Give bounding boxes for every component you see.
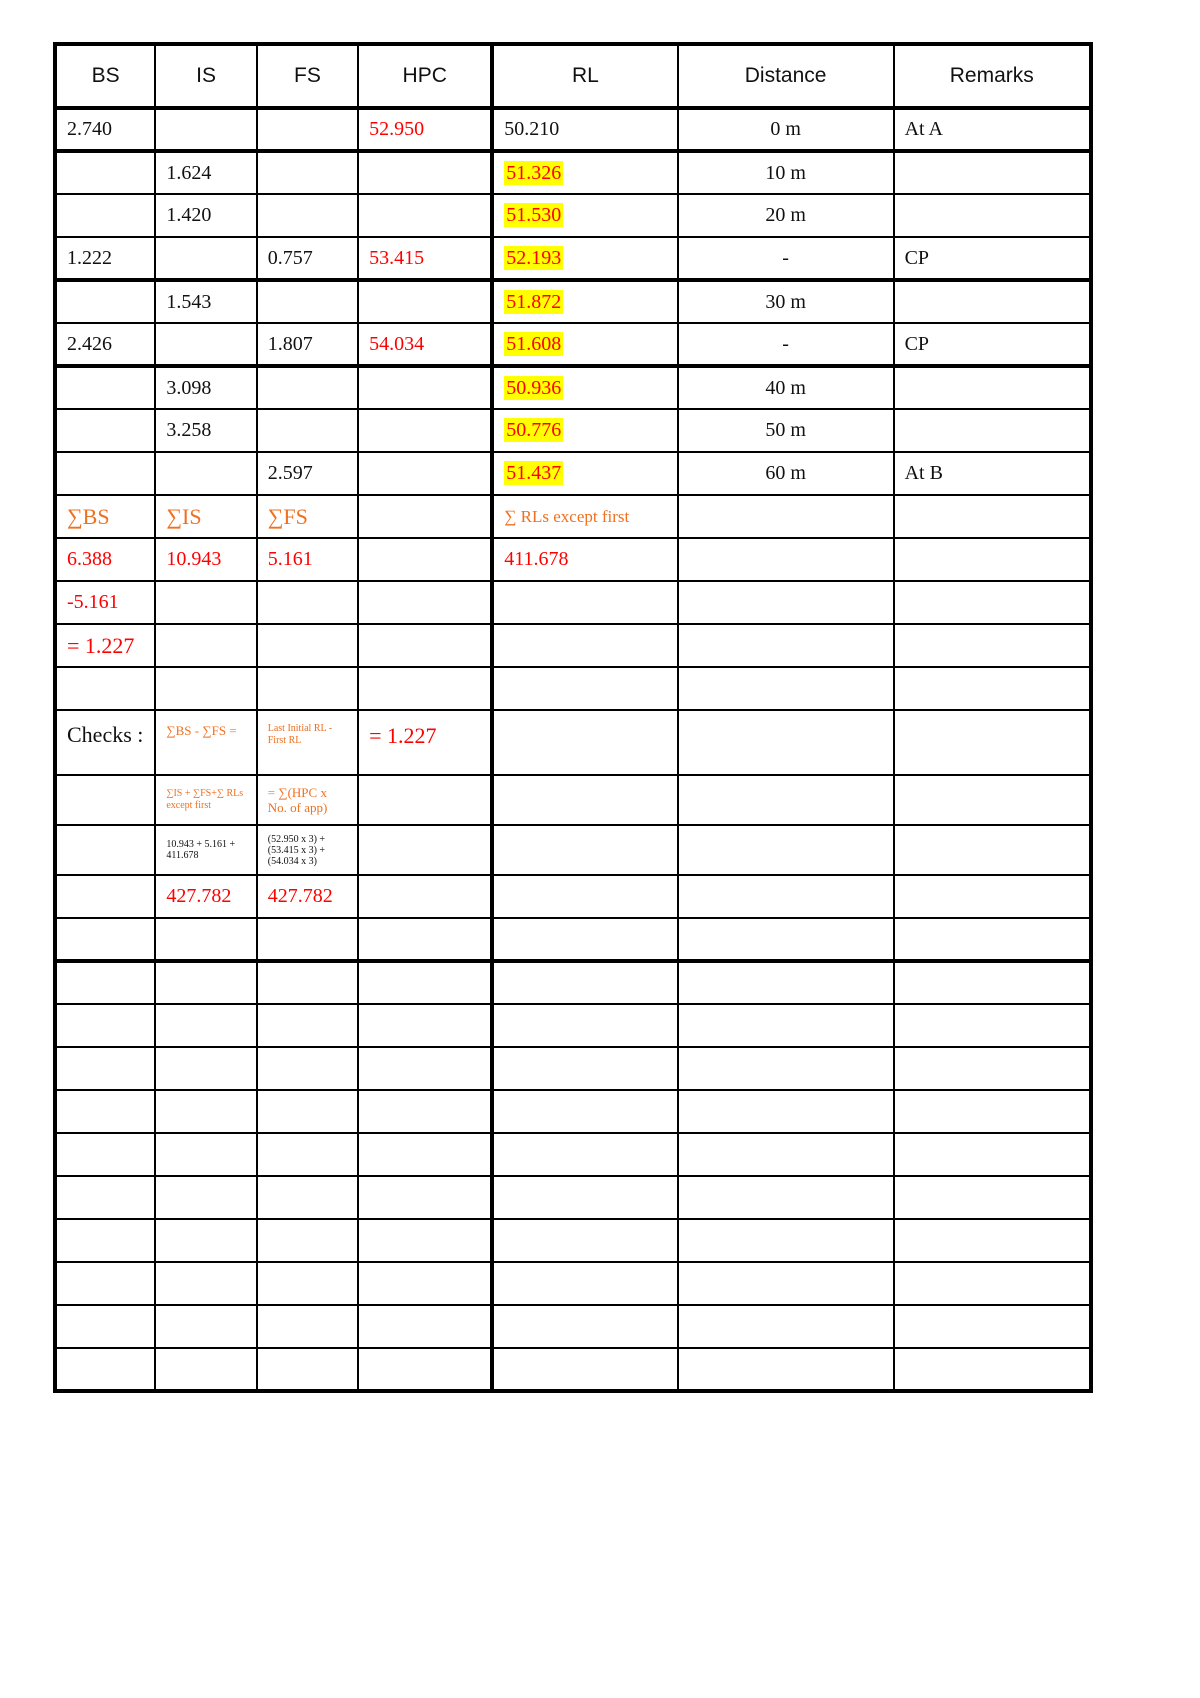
empty-cell [358,581,492,624]
empty-cell [55,875,155,918]
distance-cell: - [678,237,894,280]
empty-cell [894,710,1091,775]
rl-cell [492,151,677,194]
rl-cell [492,452,677,495]
check-row-1 [55,710,1091,775]
hpc-cell [358,366,492,409]
empty-cell [358,918,492,961]
empty-cell [55,1047,155,1090]
empty-cell [155,1004,256,1047]
empty-cell [358,1047,492,1090]
empty-cell [358,538,492,581]
empty-cell [358,1219,492,1262]
empty-cell [55,775,155,825]
empty-cell [257,1004,358,1047]
empty-cell [894,581,1091,624]
is-cell [155,237,256,280]
empty-cell [155,1176,256,1219]
empty-cell [894,1219,1091,1262]
empty-cell [894,1305,1091,1348]
check-row-3 [55,825,1091,875]
empty-cell [155,961,256,1004]
rl-highlight: 50.936 [506,376,562,399]
distance-cell: 60 m [678,452,894,495]
empty-cell [358,1133,492,1176]
check-hpc-result: 427.782 [257,875,358,918]
hpc-cell [358,409,492,452]
empty-cell [55,1090,155,1133]
fs-cell [257,151,358,194]
empty-cell [678,710,894,775]
empty-cell [257,1305,358,1348]
distance-cell: - [678,323,894,366]
fs-cell [257,366,358,409]
bs-cell [55,280,155,323]
check-value: = 1.227 [358,710,492,775]
empty-cell [678,581,894,624]
fs-cell [257,108,358,151]
empty-cell [257,581,358,624]
empty-cell [678,1348,894,1391]
empty-cell [894,624,1091,667]
is-cell: 3.258 [155,409,256,452]
bs-cell [55,151,155,194]
empty-cell [894,1047,1091,1090]
empty-cell [678,624,894,667]
difference-row [55,624,1091,667]
empty-cell [257,1219,358,1262]
sum-fs-label: ∑FS [257,495,358,538]
empty-cell [55,825,155,875]
empty-cell [492,825,677,875]
empty-cell [894,1133,1091,1176]
fs-cell: 1.807 [257,323,358,366]
empty-cell [894,775,1091,825]
empty-cell [55,1348,155,1391]
minus-fs-row [55,581,1091,624]
hpc-cell [358,194,492,237]
remarks-cell: At A [894,108,1091,151]
check-row-2 [55,775,1091,825]
sum-bs-label: ∑BS [55,495,155,538]
blank-row [55,1047,1091,1090]
empty-cell [894,667,1091,710]
levelling-table [53,42,1093,1393]
blank-row [55,1219,1091,1262]
empty-cell [155,1133,256,1176]
empty-cell [678,1090,894,1133]
empty-cell [55,1004,155,1047]
check-row-4 [55,875,1091,918]
empty-cell [55,1133,155,1176]
sum-rl-label: ∑ RLs except first [492,495,677,538]
empty-cell [55,1219,155,1262]
empty-cell [358,1305,492,1348]
empty-cell [678,1047,894,1090]
fs-cell: 2.597 [257,452,358,495]
hpc-cell: 54.034 [358,323,492,366]
empty-cell [492,624,677,667]
empty-cell [894,961,1091,1004]
empty-cell [358,1176,492,1219]
empty-cell [492,1305,677,1348]
is-cell: 3.098 [155,366,256,409]
empty-cell [55,667,155,710]
blank-rows [55,918,1091,1391]
col-header-is: IS [155,44,256,108]
empty-cell [492,961,677,1004]
check-sum-formula: ∑IS + ∑FS+∑ RLs except first [155,775,256,825]
col-header-fs: FS [257,44,358,108]
difference-value: = 1.227 [55,624,155,667]
empty-cell [257,667,358,710]
empty-cell [257,1133,358,1176]
table-row [55,280,1091,323]
table-row [55,151,1091,194]
bs-cell: 2.740 [55,108,155,151]
table-row [55,409,1091,452]
empty-cell [492,1047,677,1090]
col-header-hpc: HPC [358,44,492,108]
rl-cell: 50.210 [492,108,677,151]
empty-cell [155,1348,256,1391]
empty-cell [678,875,894,918]
empty-cell [492,775,677,825]
empty-cell [894,538,1091,581]
remarks-cell [894,151,1091,194]
empty-cell [492,1004,677,1047]
sum-value-row [55,538,1091,581]
empty-cell [894,875,1091,918]
empty-cell [358,667,492,710]
table-row [55,237,1091,280]
sum-label-row [55,495,1091,538]
empty-cell [55,918,155,961]
table-row [55,323,1091,366]
empty-cell [155,1047,256,1090]
empty-cell [358,1090,492,1133]
empty-cell [358,875,492,918]
is-cell [155,323,256,366]
empty-cell [155,581,256,624]
empty-cell [358,1348,492,1391]
distance-cell: 30 m [678,280,894,323]
check-hpc-expression: (52.950 x 3) + (53.415 x 3) + (54.034 x 3) [257,825,358,875]
empty-cell [678,667,894,710]
hpc-cell [358,452,492,495]
minus-fs-value: -5.161 [55,581,155,624]
fs-cell [257,280,358,323]
check-bs-fs-formula: ∑BS - ∑FS = [155,710,256,775]
table-row [55,452,1091,495]
bs-cell [55,409,155,452]
rl-cell [492,409,677,452]
fs-cell [257,409,358,452]
distance-cell: 0 m [678,108,894,151]
is-cell: 1.624 [155,151,256,194]
sum-is-label: ∑IS [155,495,256,538]
blank-row [55,1348,1091,1391]
is-cell [155,452,256,495]
sum-rl-value: 411.678 [492,538,677,581]
fs-cell: 0.757 [257,237,358,280]
empty-cell [894,918,1091,961]
sum-is-value: 10.943 [155,538,256,581]
empty-cell [492,1176,677,1219]
empty-cell [492,710,677,775]
table-row [55,194,1091,237]
empty-cell [155,918,256,961]
empty-cell [678,1219,894,1262]
empty-cell [492,1262,677,1305]
check-sum-expression: 10.943 + 5.161 + 411.678 [155,825,256,875]
empty-cell [492,875,677,918]
table-row [55,108,1091,151]
check-hpc-formula: = ∑(HPC x No. of app) [257,775,358,825]
bs-cell [55,452,155,495]
empty-cell [894,825,1091,875]
blank-row [55,667,1091,710]
check-rl-formula: Last Initial RL - First RL [257,710,358,775]
rl-highlight: 52.193 [506,246,562,269]
rl-cell [492,323,677,366]
rl-highlight: 51.437 [506,462,562,484]
empty-cell [894,1176,1091,1219]
is-cell [155,108,256,151]
empty-cell [155,667,256,710]
checks-label: Checks : [55,710,155,775]
empty-cell [894,495,1091,538]
empty-cell [678,1133,894,1176]
empty-cell [155,1305,256,1348]
empty-cell [155,1262,256,1305]
blank-row [55,918,1091,961]
fs-cell [257,194,358,237]
empty-cell [678,1262,894,1305]
empty-cell [492,1133,677,1176]
empty-cell [358,1004,492,1047]
empty-cell [155,624,256,667]
empty-cell [155,1219,256,1262]
empty-cell [492,581,677,624]
rl-cell [492,237,677,280]
col-header-distance: Distance [678,44,894,108]
empty-cell [55,1176,155,1219]
remarks-cell [894,366,1091,409]
empty-cell [678,775,894,825]
empty-cell [257,1176,358,1219]
col-header-bs: BS [55,44,155,108]
empty-cell [678,918,894,961]
bs-cell [55,366,155,409]
sum-bs-value: 6.388 [55,538,155,581]
empty-cell [678,1004,894,1047]
is-cell: 1.543 [155,280,256,323]
blank-row [55,1133,1091,1176]
col-header-remarks: Remarks [894,44,1091,108]
rl-highlight: 51.530 [506,204,562,226]
blank-row [55,1004,1091,1047]
remarks-cell [894,194,1091,237]
remarks-cell [894,409,1091,452]
distance-cell: 20 m [678,194,894,237]
empty-cell [257,1090,358,1133]
distance-cell: 40 m [678,366,894,409]
empty-cell [678,1176,894,1219]
blank-row [55,1305,1091,1348]
empty-cell [257,624,358,667]
rl-cell [492,280,677,323]
summary-rows [55,495,1091,918]
col-header-rl: RL [492,44,677,108]
empty-cell [358,961,492,1004]
empty-cell [55,1262,155,1305]
blank-row [55,1176,1091,1219]
header-row [55,44,1091,108]
distance-cell: 50 m [678,409,894,452]
empty-cell [358,624,492,667]
hpc-cell [358,151,492,194]
remarks-cell [894,280,1091,323]
empty-cell [492,918,677,961]
check-sum-result: 427.782 [155,875,256,918]
remarks-cell: CP [894,323,1091,366]
bs-cell [55,194,155,237]
empty-cell [678,538,894,581]
empty-cell [257,918,358,961]
rl-cell [492,194,677,237]
bs-cell: 2.426 [55,323,155,366]
empty-cell [257,1262,358,1305]
empty-cell [678,1305,894,1348]
hpc-cell: 52.950 [358,108,492,151]
empty-cell [358,825,492,875]
empty-cell [55,1305,155,1348]
rl-highlight: 51.608 [506,332,562,355]
hpc-cell [358,280,492,323]
reading-rows [55,108,1091,495]
blank-row [55,961,1091,1004]
blank-row [55,1262,1091,1305]
sum-fs-value: 5.161 [257,538,358,581]
empty-cell [894,1004,1091,1047]
empty-cell [358,775,492,825]
empty-cell [492,1219,677,1262]
empty-cell [894,1348,1091,1391]
is-cell: 1.420 [155,194,256,237]
empty-cell [678,961,894,1004]
rl-highlight: 51.326 [506,161,562,184]
table-row [55,366,1091,409]
rl-highlight: 50.776 [506,419,562,441]
remarks-cell: At B [894,452,1091,495]
empty-cell [678,825,894,875]
empty-cell [678,495,894,538]
empty-cell [358,1262,492,1305]
empty-cell [155,1090,256,1133]
rl-highlight: 51.872 [506,290,562,313]
remarks-cell: CP [894,237,1091,280]
empty-cell [55,961,155,1004]
empty-cell [894,1262,1091,1305]
empty-cell [492,667,677,710]
empty-cell [257,1047,358,1090]
empty-cell [358,495,492,538]
empty-cell [257,1348,358,1391]
blank-row [55,1090,1091,1133]
empty-cell [894,1090,1091,1133]
empty-cell [492,1348,677,1391]
rl-cell [492,366,677,409]
bs-cell: 1.222 [55,237,155,280]
empty-cell [257,961,358,1004]
distance-cell: 10 m [678,151,894,194]
hpc-cell: 53.415 [358,237,492,280]
empty-cell [492,1090,677,1133]
